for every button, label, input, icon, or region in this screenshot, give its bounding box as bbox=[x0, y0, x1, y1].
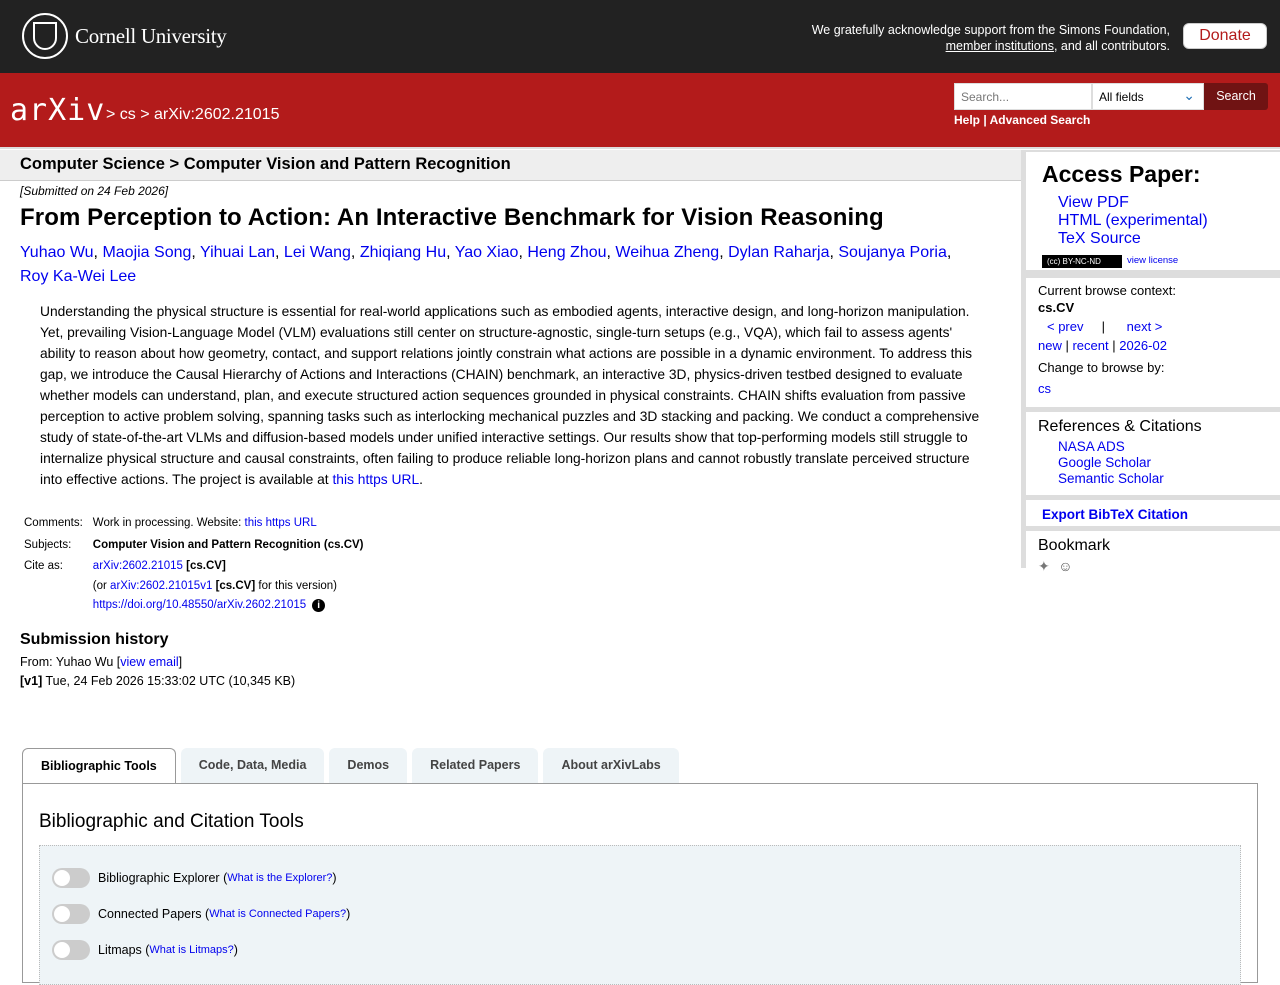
author-link[interactable]: Yihuai Lan bbox=[200, 244, 276, 261]
bibtex-box bbox=[1026, 500, 1280, 526]
help-link[interactable]: Help bbox=[954, 113, 981, 127]
author-link[interactable]: Dylan Raharja bbox=[728, 244, 830, 261]
cite-link[interactable]: arXiv:2602.21015 bbox=[92, 560, 183, 572]
advanced-search-link[interactable]: Advanced Search bbox=[989, 113, 1091, 127]
month-link[interactable]: 2026-02 bbox=[1119, 338, 1167, 353]
category-header: Computer Science > Computer Vision and Pattern Recognition bbox=[0, 150, 1021, 181]
search-form bbox=[954, 83, 1268, 110]
author-link[interactable]: Roy Ka-Wei Lee bbox=[20, 268, 137, 285]
project-link[interactable]: this https URL bbox=[332, 472, 420, 487]
access-paper: Access Paper: View PDF HTML (experimental) TeX Source (cc) BY-NC-ND view license bbox=[1026, 152, 1280, 270]
author-link[interactable]: Soujanya Poria bbox=[838, 244, 947, 261]
view-license-link[interactable]: view license bbox=[1127, 255, 1179, 266]
submission-history-title: Submission history bbox=[20, 630, 169, 648]
search-button[interactable]: Search bbox=[1204, 83, 1268, 110]
author-link[interactable]: Yao Xiao bbox=[454, 244, 519, 261]
search-field-select[interactable]: All fields ⌄ bbox=[1092, 83, 1204, 110]
breadcrumb-id: arXiv:2602.21015 bbox=[154, 106, 280, 123]
tab-about-arxivlabs[interactable]: About arXivLabs bbox=[543, 748, 678, 783]
submission-history: From: Yuhao Wu [view email] [v1] Tue, 24 Feb 2026 15:33:02 UTC (10,345 KB) bbox=[20, 654, 296, 688]
acknowledgement: We gratefully acknowledge support from the Simons Foundation, member institutions, and all contributors. bbox=[811, 23, 1170, 53]
export-bibtex-link[interactable]: Export BibTeX Citation bbox=[1042, 507, 1189, 522]
tool-row: Connected Papers ( What is Connected Papers? ) bbox=[52, 896, 1228, 932]
help-link[interactable]: What is Connected Papers? bbox=[209, 908, 347, 920]
litmaps-toggle[interactable] bbox=[52, 940, 90, 960]
explorer-toggle[interactable] bbox=[52, 868, 90, 888]
bookmark-box: Bookmark ✦ ☺ bbox=[1026, 531, 1280, 586]
author-link[interactable]: Yuhao Wu bbox=[20, 244, 94, 261]
help-link[interactable]: What is Litmaps? bbox=[149, 944, 234, 956]
tool-row: Bibliographic Explorer ( What is the Explorer? ) bbox=[52, 860, 1228, 896]
prev-link[interactable]: < prev bbox=[1047, 319, 1084, 334]
arxiv-logo[interactable]: arXiv bbox=[10, 93, 106, 128]
donate-button[interactable]: Donate bbox=[1183, 23, 1267, 49]
author-link[interactable]: Weihua Zheng bbox=[615, 244, 720, 261]
google-scholar-link[interactable]: Google Scholar bbox=[1058, 455, 1152, 470]
view-pdf-link[interactable]: View PDF bbox=[1058, 194, 1129, 211]
dateline: [Submitted on 24 Feb 2026] bbox=[20, 184, 169, 198]
arxiv-header bbox=[0, 73, 1280, 149]
cc-license-badge[interactable]: (cc) BY-NC-ND bbox=[1042, 255, 1122, 268]
author-link[interactable]: Maojia Song bbox=[102, 244, 192, 261]
member-institutions-link[interactable]: member institutions bbox=[945, 39, 1054, 53]
tab-demos[interactable]: Demos bbox=[329, 748, 407, 783]
tex-source-link[interactable]: TeX Source bbox=[1058, 230, 1141, 247]
tools-list bbox=[39, 845, 1241, 985]
next-link[interactable]: next > bbox=[1126, 319, 1163, 334]
author-link[interactable]: Zhiqiang Hu bbox=[359, 244, 447, 261]
help-links: Help | Advanced Search bbox=[954, 113, 1091, 127]
browse-context: Current browse context: cs.CV < prev | next > new | recent | 2026-02 Change to browse by: cs bbox=[1026, 278, 1280, 407]
author-link[interactable]: Heng Zhou bbox=[527, 244, 607, 261]
breadcrumb-cs[interactable]: cs bbox=[119, 106, 136, 123]
paper-main bbox=[20, 184, 1010, 691]
tab-panel bbox=[22, 783, 1258, 983]
info-icon[interactable]: i bbox=[312, 599, 325, 612]
help-link[interactable]: What is the Explorer? bbox=[227, 872, 333, 884]
chevron-down-icon: ⌄ bbox=[1183, 87, 1195, 103]
author-link[interactable]: Lei Wang bbox=[283, 244, 351, 261]
doi-link[interactable]: https://doi.org/10.48550/arXiv.2602.21015 bbox=[92, 599, 307, 611]
tabs bbox=[22, 748, 684, 784]
html-link[interactable]: HTML (experimental) bbox=[1058, 212, 1208, 229]
tab-bibliographic-tools[interactable]: Bibliographic Tools bbox=[22, 748, 176, 784]
browse-cs-link[interactable]: cs bbox=[1038, 381, 1051, 396]
top-banner bbox=[0, 0, 1280, 73]
breadcrumb: > cs > arXiv:2602.21015 bbox=[106, 106, 280, 123]
view-email-link[interactable]: view email bbox=[120, 654, 179, 669]
tab-related-papers[interactable]: Related Papers bbox=[412, 748, 538, 783]
references-citations: References & Citations NASA ADS Google Scholar Semantic Scholar bbox=[1026, 412, 1280, 495]
sidebar bbox=[1021, 150, 1280, 574]
abstract: Understanding the physical structure is essential for real-world applications such as embodied agents, interactive design, and long-horizon manipulation. Yet, prevailing Vision-Language Model (VLM) evaluations still center on structure-agnostic, single-turn setups (e.g., VQA), which fail to assess agents' ability to reason about how geometry, contact, and support relations jointly constrain what actions are possible in a dynamic environment. To address this gap, we introduce the Causal Hierarchy of Actions and Interactions (CHAIN) benchmark, an interactive 3D, physics-driven testbed designed to evaluate whether models can understand, plan, and execute structured action sequences grounded in physical constraints. CHAIN shifts evaluation from passive perception to active problem solving, spanning tasks such as interlocking mechanical puzzles and 3D stacking and packing. We conduct a comprehensive study of state-of-the-art VLMs and diffusion-based models under unified interactive settings. Our results show that top-performing models still struggle to internalize physical structure and causal constraints, often failing to produce reliable long-horizon plans and cannot robustly translate perceived structure into effective actions. The project is available at this https URL. bbox=[40, 304, 980, 487]
metadata-table: Comments: Work in processing. Website: this https URL Subjects: Computer Vision and Pattern Recognition (cs.CV) Cite as: arXiv:2602.21015 [cs.CV] (or arXiv:2602.21015v1 [cs.CV] for this version) https://doi.org/10.48550/arXiv.2602.21015 i bbox=[24, 517, 364, 611]
cornell-seal-icon bbox=[22, 13, 68, 59]
cite-v1-link[interactable]: arXiv:2602.21015v1 bbox=[110, 579, 213, 592]
authors: Yuhao Wu, Maojia Song, Yihuai Lan, Lei Wang, Zhiqiang Hu, Yao Xiao, Heng Zhou, Weihua Zheng, Dylan Raharja, Soujanya Poria, Roy Ka-Wei Lee bbox=[20, 244, 952, 285]
tool-row: Litmaps ( What is Litmaps? ) bbox=[52, 932, 1228, 968]
subjects: Computer Vision and Pattern Recognition (cs.CV) bbox=[92, 538, 364, 551]
panel-title: Bibliographic and Citation Tools bbox=[39, 811, 304, 832]
recent-link[interactable]: recent bbox=[1072, 338, 1109, 353]
connected-papers-toggle[interactable] bbox=[52, 904, 90, 924]
bibsonomy-icon[interactable]: ✦ bbox=[1038, 558, 1050, 574]
tab-code-data-media[interactable]: Code, Data, Media bbox=[181, 748, 325, 783]
semantic-scholar-link[interactable]: Semantic Scholar bbox=[1058, 471, 1164, 486]
cornell-logo[interactable]: Cornell University bbox=[22, 13, 227, 59]
new-link[interactable]: new bbox=[1038, 338, 1062, 353]
website-link[interactable]: this https URL bbox=[244, 517, 317, 529]
nasa-ads-link[interactable]: NASA ADS bbox=[1058, 439, 1125, 454]
reddit-icon[interactable]: ☺ bbox=[1058, 558, 1073, 574]
paper-title: From Perception to Action: An Interactive Benchmark for Vision Reasoning bbox=[20, 204, 884, 231]
search-input[interactable]: Search... bbox=[954, 83, 1092, 110]
